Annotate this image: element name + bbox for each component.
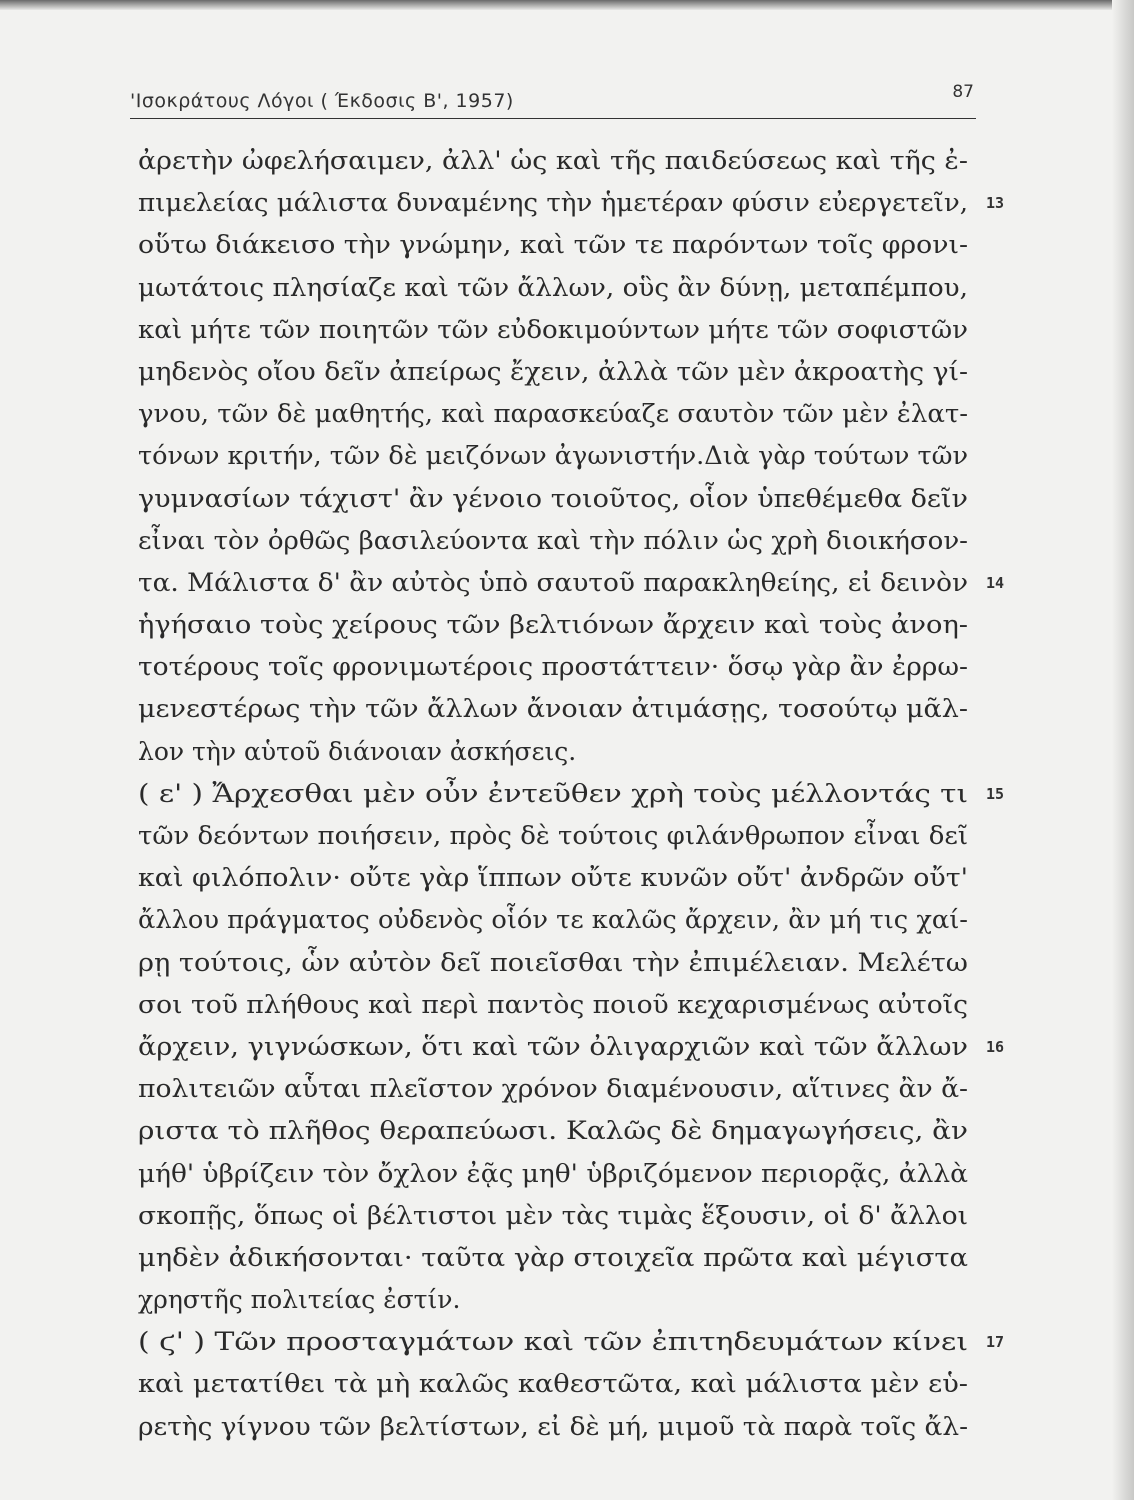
text-line — [138, 309, 978, 351]
line-text: γνου, τῶν δὲ μαθητής, καὶ παρασκεύαζε σαυτὸν τῶν μὲν ἐλατ- — [138, 399, 969, 429]
text-line — [138, 688, 978, 730]
body-text — [138, 140, 1005, 1448]
text-line — [138, 731, 978, 773]
line-text: ρετὴς γίγνου τῶν βελτίστων, εἰ δὲ μή, μιμοῦ τὰ παρὰ τοῖς ἄλ- — [138, 1411, 969, 1441]
section-number: 14 — [986, 573, 1005, 592]
line-text: ἀρετὴν ὠφελήσαιμεν, ἀλλ' ὡς καὶ τῆς παιδεύσεως καὶ τῆς ἐ- — [138, 146, 968, 175]
line-text: πιμελείας μάλιστα δυναμένης τὴν ἡμετέραν φύσιν εὐεργετεῖν, — [138, 188, 969, 218]
text-line — [138, 815, 978, 857]
line-text: σκοπῇς, ὅπως οἱ βέλτιστοι μὲν τὰς τιμὰς ἕξουσιν, οἱ δ' ἄλλοι — [138, 1200, 969, 1230]
line-text: τῶν δεόντων ποιήσειν, πρὸς δὲ τούτοις φιλάνθρωπον εἶναι δεῖ — [138, 821, 969, 850]
text-line — [138, 899, 978, 941]
text-line — [138, 267, 978, 309]
text-line — [138, 1195, 978, 1237]
text-line — [138, 1237, 978, 1279]
line-text: μενεστέρως τὴν τῶν ἄλλων ἄνοιαν ἀτιμάσῃς, τοσούτῳ μᾶλ- — [138, 694, 969, 724]
line-text: ( ϛ' ) Τῶν προσταγμάτων καὶ τῶν ἐπιτηδευμάτων κίνει — [138, 1327, 969, 1357]
section-number: 17 — [986, 1333, 1005, 1352]
line-text: ρῃ τούτοις, ὧν αὐτὸν δεῖ ποιεῖσθαι τὴν ἐπιμέλειαν. Μελέτω — [138, 947, 968, 977]
text-line — [138, 857, 978, 899]
line-text: ἄρχειν, γιγνώσκων, ὅτι καὶ τῶν ὀλιγαρχιῶν καὶ τῶν ἄλλων — [138, 1031, 968, 1061]
text-line — [138, 435, 978, 477]
text-line — [138, 1110, 978, 1152]
page-top-shadow — [0, 0, 1134, 10]
text-line — [138, 646, 978, 688]
text-line — [138, 562, 1005, 604]
text-line — [138, 1363, 978, 1405]
line-text: μηδενὸς οἴου δεῖν ἀπείρως ἔχειν, ἀλλὰ τῶν μὲν ἀκροατὴς γί- — [138, 356, 969, 386]
text-line — [138, 393, 978, 435]
text-line — [138, 351, 978, 393]
text-line — [138, 478, 978, 520]
line-text: ἄλλου πράγματος οὐδενὸς οἷόν τε καλῶς ἄρχειν, ἂν μή τις χαί- — [138, 905, 968, 935]
line-text: καὶ μήτε τῶν ποιητῶν τῶν εὐδοκιμούντων μήτε τῶν σοφιστῶν — [138, 314, 968, 344]
text-line — [138, 773, 1005, 815]
line-text: οὕτω διάκεισο τὴν γνώμην, καὶ τῶν τε παρόντων τοῖς φρονι- — [138, 230, 968, 260]
text-line — [138, 1068, 978, 1110]
page-binding-edge — [1112, 0, 1134, 1500]
page-number: 87 — [952, 82, 974, 102]
line-text: ἡγήσαιο τοὺς χείρους τῶν βελτιόνων ἄρχειν καὶ τοὺς ἀνοη- — [138, 610, 969, 640]
text-line — [138, 1026, 1005, 1068]
line-text: σοι τοῦ πλήθους καὶ περὶ παντὸς ποιοῦ κεχαρισμένως αὐτοῖς — [138, 989, 969, 1019]
line-text: μωτάτοις πλησίαζε καὶ τῶν ἄλλων, οὓς ἂν δύνῃ, μεταπέμπου, — [138, 272, 969, 302]
line-text: εἶναι τὸν ὀρθῶς βασιλεύοντα καὶ τὴν πόλιν ὡς χρὴ διοικήσον- — [138, 525, 968, 555]
line-text: λον τὴν αὑτοῦ διάνοιαν ἀσκήσεις. — [138, 736, 577, 766]
text-line — [138, 520, 978, 562]
running-header — [130, 82, 976, 119]
line-text: ριστα τὸ πλῆθος θεραπεύωσι. Καλῶς δὲ δημαγωγήσεις, ἂν — [138, 1116, 968, 1146]
text-line — [138, 1279, 978, 1321]
text-line — [138, 224, 978, 266]
section-number: 13 — [986, 194, 1005, 213]
line-text: μήθ' ὑβρίζειν τὸν ὄχλον ἐᾷς μηθ' ὑβριζόμενον περιορᾷς, ἀλλὰ — [138, 1158, 968, 1188]
line-text: γυμνασίων τάχιστ' ἂν γένοιο τοιοῦτος, οἷον ὑπεθέμεθα δεῖν — [138, 483, 968, 513]
text-line — [138, 1321, 1005, 1363]
text-line — [138, 1406, 978, 1448]
line-text: ( ε' ) Ἄρχεσθαι μὲν οὖν ἐντεῦθεν χρὴ τοὺς μέλλοντάς τι — [138, 778, 969, 808]
line-text: καὶ φιλόπολιν· οὔτε γὰρ ἵππων οὔτε κυνῶν οὔτ' ἀνδρῶν οὔτ' — [138, 863, 968, 893]
text-line — [138, 984, 978, 1026]
section-number: 15 — [986, 784, 1005, 803]
line-text: πολιτειῶν αὗται πλεῖστον χρόνον διαμένουσιν, αἵτινες ἂν ἄ- — [138, 1074, 969, 1104]
line-text: χρηστῆς πολιτείας ἐστίν. — [138, 1285, 461, 1315]
text-line — [138, 942, 978, 984]
text-line — [138, 1153, 978, 1195]
text-line — [138, 604, 978, 646]
line-text: τοτέρους τοῖς φρονιμωτέροις προστάττειν· ὅσῳ γὰρ ἂν ἐρρω- — [138, 652, 968, 682]
line-text: μηδὲν ἀδικήσονται· ταῦτα γὰρ στοιχεῖα πρῶτα καὶ μέγιστα — [138, 1242, 969, 1272]
text-line — [138, 182, 1005, 224]
line-text: καὶ μετατίθει τὰ μὴ καλῶς καθεστῶτα, καὶ μάλιστα μὲν εὑ- — [138, 1369, 969, 1399]
header-title: 'Ισοκράτους Λόγοι ( Έκδοσις Β', 1957) — [130, 90, 514, 112]
section-number: 16 — [986, 1037, 1005, 1056]
line-text: τόνων κριτήν, τῶν δὲ μειζόνων ἀγωνιστήν.Διὰ γὰρ τούτων τῶν — [138, 441, 969, 471]
text-line — [138, 140, 978, 182]
line-text: τα. Μάλιστα δ' ἂν αὐτὸς ὑπὸ σαυτοῦ παρακληθείης, εἰ δεινὸν — [138, 567, 969, 597]
